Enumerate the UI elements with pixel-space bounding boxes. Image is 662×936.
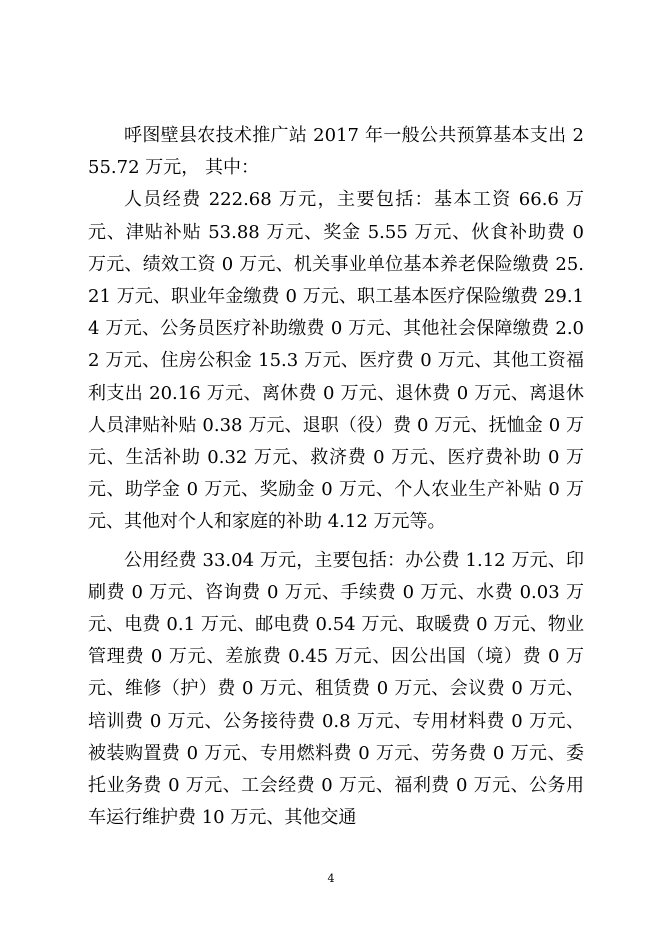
document-body xyxy=(88,120,584,834)
paragraph-intro: 呼图壁县农技术推广站 2017 年一般公共预算基本支出 255.72 万元， 其中： xyxy=(88,125,584,179)
paragraph-public-expenses: 公用经费 33.04 万元，主要包括：办公费 1.12 万元、印刷费 0 万元、咨询费 0 万元、手续费 0 万元、水费 0.03 万元、电费 0.1 万元、邮电费 0.54 万元、取暖费 0 万元、物业管理费 0 万元、差旅费 0.45 万元、因公出国（境）费 0 万元、维修（护）费 0 万元、租赁费 0 万元、会议费 0 万元、培训费 0 万元、公务接待费 0.8 万元、专用材料费 0 万元、被装购置费 0 万元、专用燃料费 0 万元、劳务费 0 万元、委托业务费 0 万元、工会经费 0 万元、福利费 0 万元、公务用车运行维护费 10 万元、其他交通 xyxy=(88,549,584,829)
page-number: 4 xyxy=(327,872,335,885)
paragraph-personnel-expenses: 人员经费 222.68 万元，主要包括：基本工资 66.6 万元、津贴补贴 53.88 万元、奖金 5.55 万元、伙食补助费 0 万元、绩效工资 0 万元、机关事业单位基本养老保险缴费 25.21 万元、职业年金缴费 0 万元、职工基本医疗保险缴费 29.14 万元、公务员医疗补助缴费 0 万元、其他社会保障缴费 2.02 万元、住房公积金 15.3 万元、医疗费 0 万元、其他工资福利支出 20.16 万元、离休费 0 万元、退休费 0 万元、离退休人员津贴补贴 0.38 万元、退职（役）费 0 万元、抚恤金 0 万元、生活补助 0.32 万元、救济费 0 万元、医疗费补助 0 万元、助学金 0 万元、奖励金 0 万元、个人农业生产补贴 0 万元、其他对个人和家庭的补助 4.12 万元等。 xyxy=(88,189,584,533)
